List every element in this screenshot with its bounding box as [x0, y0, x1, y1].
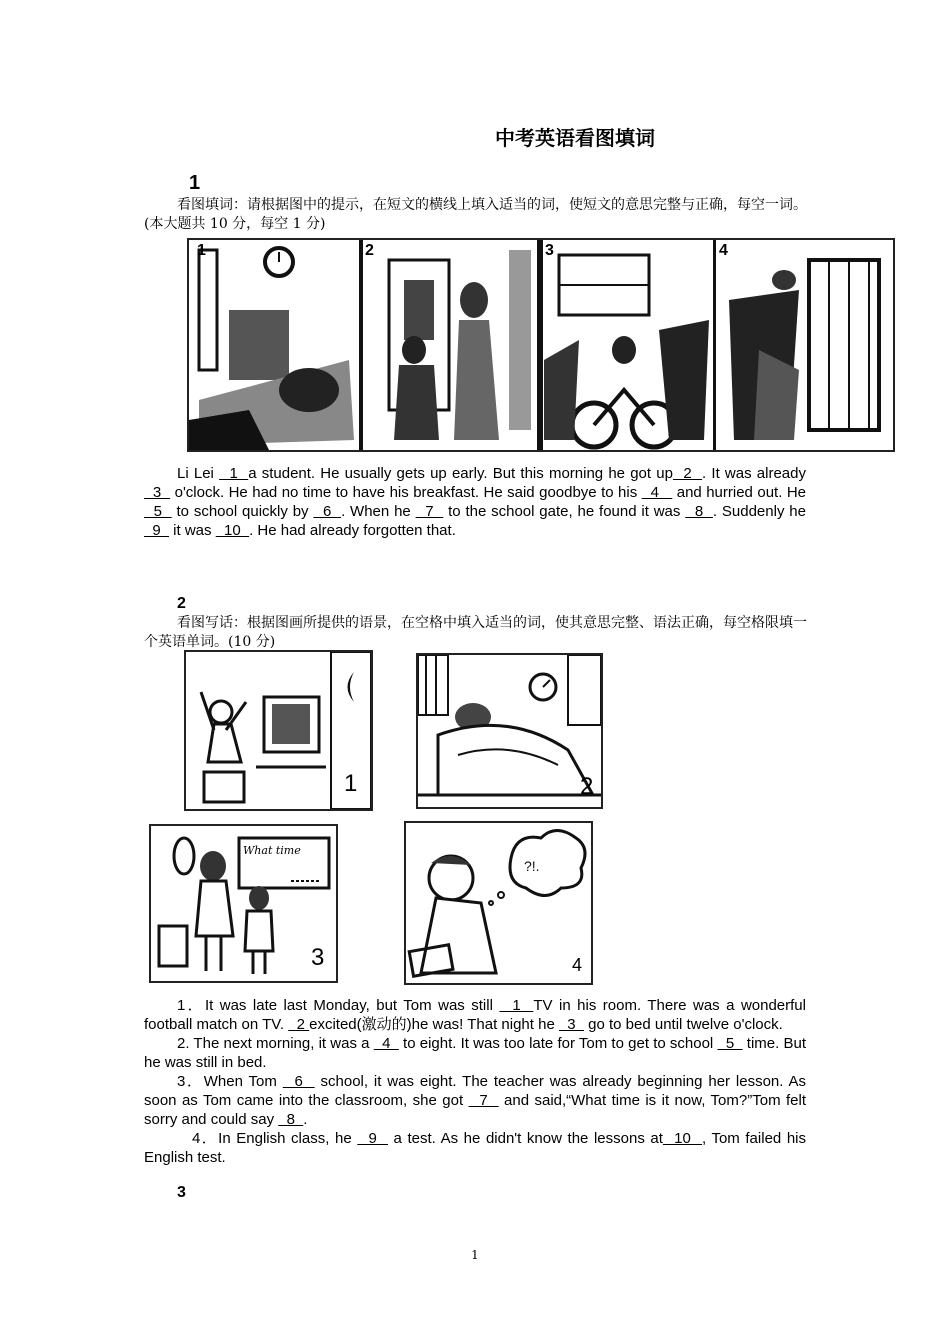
blank-10[interactable]: 10: [215, 522, 250, 539]
section3-number: 3: [177, 1184, 186, 1201]
sentence-text: 4．In English class, he: [192, 1130, 358, 1147]
svg-text:?!.: ?!.: [524, 858, 540, 874]
picture-label: 1: [344, 770, 358, 797]
blank-2[interactable]: 2: [672, 465, 703, 482]
section1-instruction: 看图填词：请根据图中的提示，在短文的横线上填入适当的词，使短文的意思完整与正确，每空一词。(本大题共 10 分，每空 1 分): [144, 197, 807, 232]
panel-label: 2: [365, 242, 374, 259]
picture-1: [184, 650, 373, 811]
blank-9[interactable]: 9: [144, 522, 170, 539]
picture-2: [416, 653, 603, 809]
blank-2[interactable]: 2: [288, 1016, 310, 1033]
blank-1[interactable]: 1: [219, 465, 249, 482]
panel-label: 3: [545, 242, 554, 259]
page-number: 1: [471, 1248, 479, 1262]
blank-6[interactable]: 6: [313, 503, 342, 520]
sentence-text: a test. As he didn't know the lessons at: [387, 1130, 663, 1147]
panel-label: 1: [197, 242, 206, 259]
sentence-1: [144, 996, 806, 1034]
picture-4: [404, 821, 593, 985]
classroom-sign: What time: [243, 844, 301, 857]
sentence-text: school, it was eight. The teacher was already beginning her lesson. As soon as Tom came into the classroom, she got: [144, 1073, 806, 1109]
picture-label: 4: [572, 955, 583, 975]
comic-strip-art: [189, 240, 893, 450]
section2-number: 2: [177, 595, 186, 612]
blank-8[interactable]: 8: [685, 503, 713, 520]
page-title: 中考英语看图填词: [495, 126, 655, 150]
blank-3[interactable]: 3: [144, 484, 171, 501]
picture-label: 3: [311, 944, 325, 971]
passage-text: a student. He usually gets up early. But this morning he got up: [248, 465, 673, 482]
passage-text: to the school gate, he found it was: [443, 503, 686, 520]
blank-8[interactable]: 8: [278, 1111, 304, 1128]
passage-text: and hurried out. He: [672, 484, 806, 501]
blank-5[interactable]: 5: [717, 1035, 743, 1052]
sentence-text: 1．It was late last Monday, but Tom was still: [177, 997, 500, 1014]
picture-3: [149, 824, 338, 983]
blank-7[interactable]: 7: [468, 1092, 499, 1109]
comic-strip: [187, 238, 895, 452]
sentence-text: excited(激动的)he was! That night he: [309, 1016, 559, 1033]
blank-5[interactable]: 5: [144, 503, 172, 520]
sentence-3: [144, 1072, 806, 1129]
sentence-text: TV in his room. There was a wonderful football match on TV.: [144, 997, 806, 1033]
passage-text: o'clock. He had no time to have his breakfast. He said goodbye to his: [170, 484, 642, 501]
sentence-text: and said,“What time is it now, Tom?”Tom felt sorry and could say: [144, 1092, 806, 1128]
passage-text: . When he: [341, 503, 416, 520]
section1-number: 1: [189, 172, 201, 194]
passage-text: . Suddenly he: [712, 503, 806, 520]
blank-7[interactable]: 7: [415, 503, 444, 520]
blank-6[interactable]: 6: [282, 1073, 315, 1090]
passage-text: . It was already: [702, 465, 806, 482]
sentence-text: to eight. It was too late for Tom to get to school: [398, 1035, 718, 1052]
blank-4[interactable]: 4: [641, 484, 673, 501]
sentence-text: 3．When Tom: [177, 1073, 283, 1090]
blank-3[interactable]: 3: [558, 1016, 584, 1033]
blank-1[interactable]: 1: [499, 997, 534, 1014]
passage-text: Li Lei: [177, 465, 220, 482]
blank-10[interactable]: 10: [662, 1130, 702, 1147]
sentence-4: [144, 1129, 806, 1167]
passage-text: to school quickly by: [171, 503, 314, 520]
picture-label: 2: [580, 773, 594, 800]
passage-text: . He had already forgotten that.: [249, 522, 456, 539]
panel-label: 4: [719, 242, 728, 259]
sentence-text: time. But he was still in bed.: [144, 1035, 807, 1071]
blank-4[interactable]: 4: [373, 1035, 399, 1052]
passage-text: it was: [169, 522, 216, 539]
sentence-text: .: [303, 1111, 308, 1128]
blank-9[interactable]: 9: [357, 1130, 388, 1147]
section2-sentences: [144, 996, 806, 1167]
sentence-2: [144, 1034, 806, 1072]
sentence-text: 2. The next morning, it was a: [177, 1035, 374, 1052]
section1-passage: [144, 464, 806, 540]
sentence-text: go to bed until twelve o'clock.: [583, 1016, 783, 1033]
section2-instruction: 看图写话：根据图画所提供的语景，在空格中填入适当的词，使其意思完整、语法正确，每空格限填一个英语单词。(10 分): [144, 615, 807, 650]
sentence-text: , Tom failed his English test.: [144, 1130, 807, 1166]
